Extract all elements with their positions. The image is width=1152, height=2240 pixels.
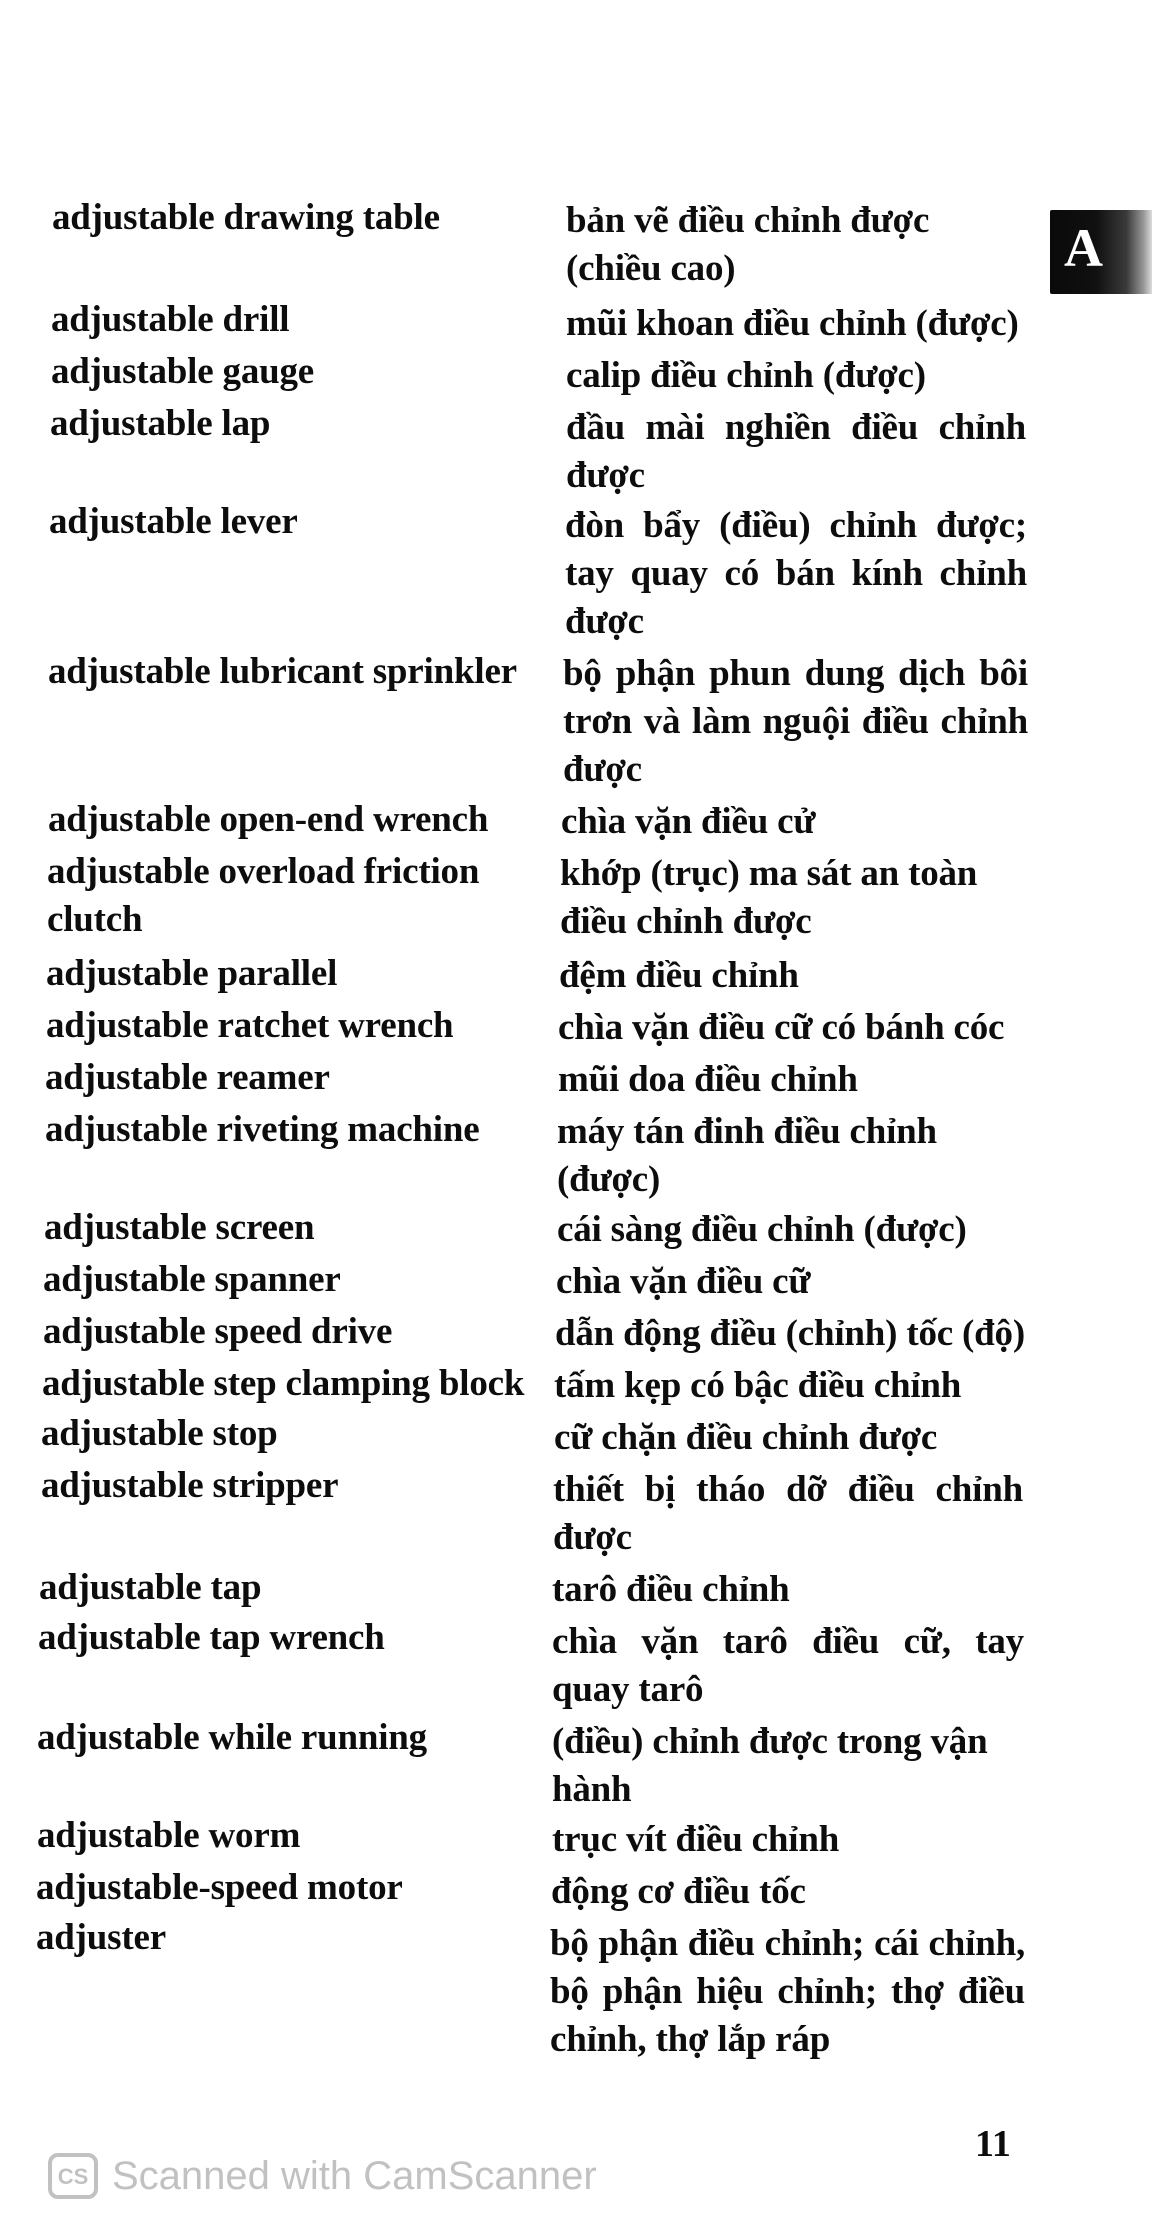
- watermark-text: Scanned with CamScanner: [112, 2154, 597, 2198]
- entry-definition: máy tán đinh điều chỉnh (được): [557, 1111, 937, 1200]
- entry-definition: cái sàng điều chỉnh (được): [557, 1209, 967, 1250]
- entry-term: adjustable screen: [44, 1207, 315, 1248]
- entry-definition: chìa vặn tarô điều cữ, tay quay tarô: [552, 1621, 1024, 1710]
- entry-definition: mũi khoan điều chỉnh (được): [566, 303, 1019, 344]
- entry-definition: chìa vặn điều cữ: [556, 1261, 811, 1302]
- entry-definition: chìa vặn điều cữ có bánh cóc: [558, 1007, 1005, 1048]
- page-number: 11: [975, 2123, 1011, 2165]
- scanner-watermark: [48, 2150, 597, 2202]
- entry-definition: bộ phận điều chỉnh; cái chỉnh, bộ phận hiệu chỉnh; thợ điều chỉnh, thợ lắp ráp: [550, 1923, 1025, 2060]
- entry-definition: thiết bị tháo dỡ điều chỉnh được: [553, 1469, 1023, 1558]
- entry-term: adjustable lubricant sprinkler: [48, 651, 517, 692]
- entry-term: adjustable drill: [51, 299, 290, 340]
- entry-term: adjustable parallel: [46, 953, 338, 994]
- entry-definition: đệm điều chỉnh: [559, 955, 799, 996]
- entry-definition: dẫn động điều (chỉnh) tốc (độ): [555, 1313, 1025, 1354]
- entry-term: adjustable speed drive: [43, 1311, 393, 1352]
- entry-term: adjustable while running: [37, 1717, 427, 1758]
- entry-term: adjustable tap: [39, 1567, 262, 1608]
- entry-term: adjustable stop: [41, 1413, 278, 1454]
- entry-term: adjustable overload friction clutch: [47, 851, 480, 940]
- entry-term: adjustable ratchet wrench: [46, 1005, 454, 1046]
- entry-definition: calip điều chỉnh (được): [566, 355, 926, 396]
- entry-definition: tarô điều chỉnh: [552, 1569, 790, 1610]
- entry-term: adjustable lever: [49, 501, 298, 542]
- entry-term: adjustable lap: [50, 403, 271, 444]
- entry-definition: khớp (trục) ma sát an toàn điều chỉnh được: [560, 853, 978, 942]
- entry-term: adjustable-speed motor: [36, 1867, 403, 1908]
- entry-term: adjustable reamer: [45, 1057, 330, 1098]
- entry-term: adjustable worm: [37, 1815, 301, 1856]
- entry-definition: trục vít điều chỉnh: [552, 1819, 840, 1860]
- entry-term: adjuster: [36, 1917, 166, 1958]
- entry-definition: tấm kẹp có bậc điều chỉnh: [554, 1365, 962, 1406]
- entry-definition: bản vẽ điều chỉnh được (chiều cao): [566, 200, 930, 289]
- entry-definition: đầu mài nghiền điều chỉnh được: [566, 407, 1026, 496]
- camscanner-logo-icon: [48, 2153, 98, 2199]
- entry-term: adjustable open-end wrench: [48, 799, 489, 840]
- section-tab-letter: A: [1064, 218, 1103, 278]
- camscanner-logo-text: CS: [57, 2164, 89, 2189]
- entry-term: adjustable stripper: [41, 1465, 339, 1506]
- entry-term: adjustable tap wrench: [38, 1617, 385, 1658]
- entry-term: adjustable spanner: [43, 1259, 341, 1300]
- entry-definition: mũi doa điều chỉnh: [558, 1059, 858, 1100]
- entry-term: adjustable step clamping block: [42, 1363, 525, 1404]
- entry-definition: động cơ điều tốc: [551, 1871, 806, 1912]
- entry-term: adjustable drawing table: [52, 197, 440, 238]
- entry-definition: (điều) chỉnh được trong vận hành: [552, 1721, 988, 1810]
- entry-definition: bộ phận phun dung dịch bôi trơn và làm nguội điều chỉnh được: [563, 653, 1028, 790]
- entry-definition: chìa vặn điều cử: [561, 801, 816, 842]
- entry-term: adjustable gauge: [51, 351, 315, 392]
- entry-definition: đòn bẩy (điều) chỉnh được; tay quay có bán kính chỉnh được: [565, 505, 1027, 642]
- entry-definition: cữ chặn điều chỉnh được: [554, 1417, 938, 1458]
- entry-term: adjustable riveting machine: [45, 1109, 480, 1150]
